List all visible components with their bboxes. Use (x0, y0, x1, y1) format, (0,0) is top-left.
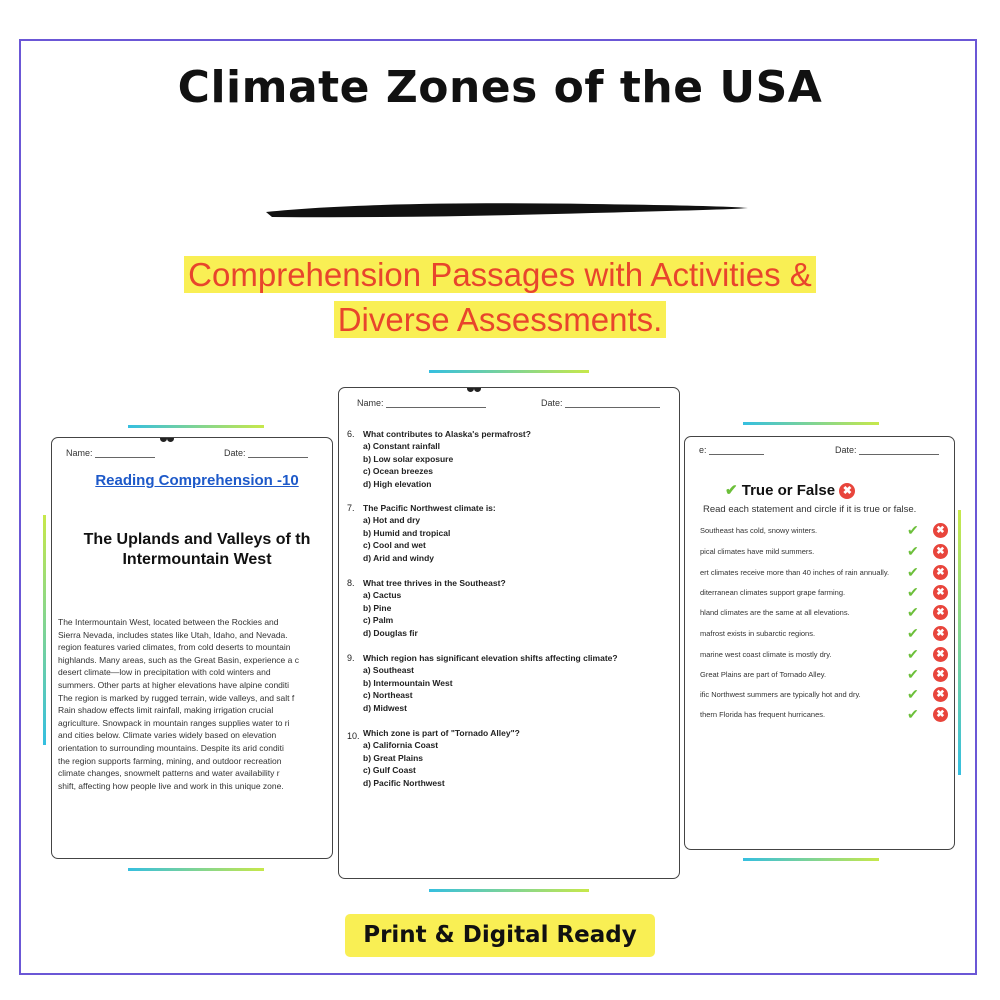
cross-icon[interactable]: ✖ (933, 605, 948, 620)
answer-option: a) California Coast (363, 740, 439, 750)
answer-option: a) Cactus (363, 590, 402, 600)
cross-icon[interactable]: ✖ (933, 707, 948, 722)
name-field (699, 445, 764, 455)
true-false-title (725, 481, 855, 499)
answer-option: d) Douglas fir (363, 628, 418, 638)
name-field (357, 398, 486, 408)
date-line (248, 448, 308, 458)
deco-line (429, 370, 589, 373)
subtitle-line-1: Comprehension Passages with Activities & (184, 256, 816, 293)
date-line (565, 398, 660, 408)
passage-line: Sierra Nevada, includes states like Utah, Idaho, and Nevada. (58, 629, 288, 640)
passage-line: the region supports farming, mining, and outdoor recreation (58, 755, 282, 766)
quiz-worksheet (338, 387, 680, 879)
statement-text: Southeast has cold, snowy winters. (700, 526, 818, 535)
statement-row (685, 523, 955, 539)
statement-text: marine west coast climate is mostly dry. (700, 650, 832, 659)
statement-row (685, 605, 955, 621)
passage-line: desert climate—low in precipitation with cold winters and (58, 667, 271, 678)
reading-worksheet (51, 437, 333, 859)
passage-title (52, 530, 333, 570)
deco-line (128, 425, 264, 428)
page-title: Climate Zones of the USA (177, 62, 823, 113)
question-number: 7. (347, 503, 355, 513)
statement-row (685, 687, 955, 703)
passage-line: region features varied climates, from cold deserts to mountain (58, 642, 291, 653)
question-text: Which region has significant elevation shifts affecting climate? (363, 653, 618, 663)
answer-option: d) Arid and windy (363, 553, 434, 563)
passage-line: shift, affecting how people live and work in this unique zone. (58, 780, 284, 791)
statement-row (685, 667, 955, 683)
date-label: Date: (835, 445, 857, 455)
name-label: e: (699, 445, 707, 455)
question-text: What tree thrives in the Southeast? (363, 578, 506, 588)
name-label: Name: (357, 398, 384, 408)
binder-ring (160, 437, 167, 442)
check-icon[interactable]: ✔ (907, 625, 919, 641)
date-label: Date: (224, 448, 246, 458)
check-icon[interactable]: ✔ (907, 646, 919, 662)
binder-ring (474, 387, 481, 392)
cross-icon[interactable]: ✖ (933, 523, 948, 538)
date-field (541, 398, 660, 408)
passage-line: highlands. Many areas, such as the Great Basin, experience a c (58, 654, 299, 665)
question-number: 6. (347, 429, 355, 439)
brush-stroke-divider (262, 198, 752, 222)
cross-icon[interactable]: ✖ (933, 687, 948, 702)
answer-option: b) Humid and tropical (363, 528, 451, 538)
passage-text (58, 616, 333, 792)
passage-line: The Intermountain West, located between the Rockies and (58, 617, 279, 627)
statement-row (685, 707, 955, 723)
name-line (95, 448, 155, 458)
true-false-worksheet (684, 436, 955, 850)
answer-option: b) Low solar exposure (363, 454, 454, 464)
answer-option: b) Intermountain West (363, 678, 453, 688)
reading-comprehension-heading: Reading Comprehension -10 (95, 472, 299, 489)
statement-text: diterranean climates support grape farming. (700, 588, 846, 597)
print-digital-badge: Print & Digital Ready (345, 914, 655, 957)
cross-icon[interactable]: ✖ (933, 647, 948, 662)
deco-line (128, 868, 264, 871)
answer-option: c) Palm (363, 615, 394, 625)
deco-line (958, 510, 961, 775)
statement-text: thern Florida has frequent hurricanes. (700, 710, 826, 719)
question-number: 9. (347, 653, 355, 663)
instructions: Read each statement and circle if it is true or false. (703, 504, 917, 515)
passage-title-line: The Uplands and Valleys of th (83, 531, 311, 548)
passage-line: The region is marked by rugged terrain, wide valleys, and salt f (58, 692, 295, 703)
deco-line (429, 889, 589, 892)
question-number: 8. (347, 578, 355, 588)
deco-line (743, 422, 879, 425)
statement-row (685, 544, 955, 560)
check-icon[interactable]: ✔ (907, 522, 919, 538)
check-icon[interactable]: ✔ (907, 666, 919, 682)
statement-text: hland climates are the same at all elevations. (700, 608, 850, 617)
answer-option: c) Ocean breezes (363, 466, 433, 476)
passage-line: agriculture. Snowpack in mountain ranges supplies water to ri (58, 717, 290, 728)
date-field (835, 445, 939, 455)
statement-row (685, 626, 955, 642)
answer-option: c) Cool and wet (363, 540, 426, 550)
answer-option: c) Northeast (363, 690, 413, 700)
answer-option: b) Great Plains (363, 753, 423, 763)
question-text: What contributes to Alaska's permafrost? (363, 429, 531, 439)
cross-icon[interactable]: ✖ (933, 626, 948, 641)
binder-ring (167, 437, 174, 442)
cross-icon[interactable]: ✖ (933, 544, 948, 559)
check-icon[interactable]: ✔ (907, 543, 919, 559)
passage-title-line: Intermountain West (122, 551, 272, 568)
subtitle (0, 252, 1000, 342)
deco-line (43, 515, 46, 745)
passage-line: summers. Other parts at higher elevations have alpine conditi (58, 679, 290, 690)
answer-option: a) Hot and dry (363, 515, 421, 525)
cross-icon[interactable]: ✖ (933, 565, 948, 580)
question-text: The Pacific Northwest climate is: (363, 503, 496, 513)
answer-option: b) Pine (363, 603, 392, 613)
passage-line: climate changes, snowmelt patterns and water availability r (58, 768, 280, 779)
statement-text: ert climates receive more than 40 inches of rain annually. (700, 568, 890, 577)
passage-line: orientation to surrounding mountains. Despite its arid conditi (58, 742, 284, 753)
statement-row (685, 647, 955, 663)
question-number: 10. (347, 731, 360, 741)
answer-option: a) Southeast (363, 665, 415, 675)
answer-option: d) Pacific Northwest (363, 778, 445, 788)
passage-line: and cities below. Climate varies widely based on elevation (58, 730, 277, 741)
cross-icon[interactable]: ✖ (933, 585, 948, 600)
statement-text: Great Plains are part of Tornado Alley. (700, 670, 827, 679)
cross-icon[interactable]: ✖ (933, 667, 948, 682)
name-line (386, 398, 486, 408)
name-label: Name: (66, 448, 93, 458)
true-false-title-text: True or False (741, 482, 836, 499)
question-text: Which zone is part of "Tornado Alley"? (363, 728, 520, 738)
answer-option: a) Constant rainfall (363, 441, 440, 451)
subtitle-line-2: Diverse Assessments. (334, 301, 667, 338)
statement-text: ific Northwest summers are typically hot and dry. (700, 690, 861, 699)
passage-line: Rain shadow effects limit rainfall, making irrigation crucial (58, 705, 274, 716)
answer-option: c) Gulf Coast (363, 765, 416, 775)
date-field (224, 448, 308, 458)
date-label: Date: (541, 398, 563, 408)
check-icon: ✔ (725, 482, 738, 499)
statement-text: mafrost exists in subarctic regions. (700, 629, 816, 638)
statement-row (685, 585, 955, 601)
date-line (859, 445, 939, 455)
deco-line (743, 858, 879, 861)
cross-icon: ✖ (839, 483, 855, 499)
check-icon[interactable]: ✔ (907, 564, 919, 580)
statement-text: pical climates have mild summers. (700, 547, 815, 556)
binder-ring (467, 387, 474, 392)
answer-option: d) High elevation (363, 479, 432, 489)
name-line (709, 445, 764, 455)
statement-row (685, 565, 955, 581)
check-icon[interactable]: ✔ (907, 604, 919, 620)
check-icon[interactable]: ✔ (907, 706, 919, 722)
check-icon[interactable]: ✔ (907, 584, 919, 600)
answer-option: d) Midwest (363, 703, 407, 713)
check-icon[interactable]: ✔ (907, 686, 919, 702)
name-field (66, 448, 155, 458)
